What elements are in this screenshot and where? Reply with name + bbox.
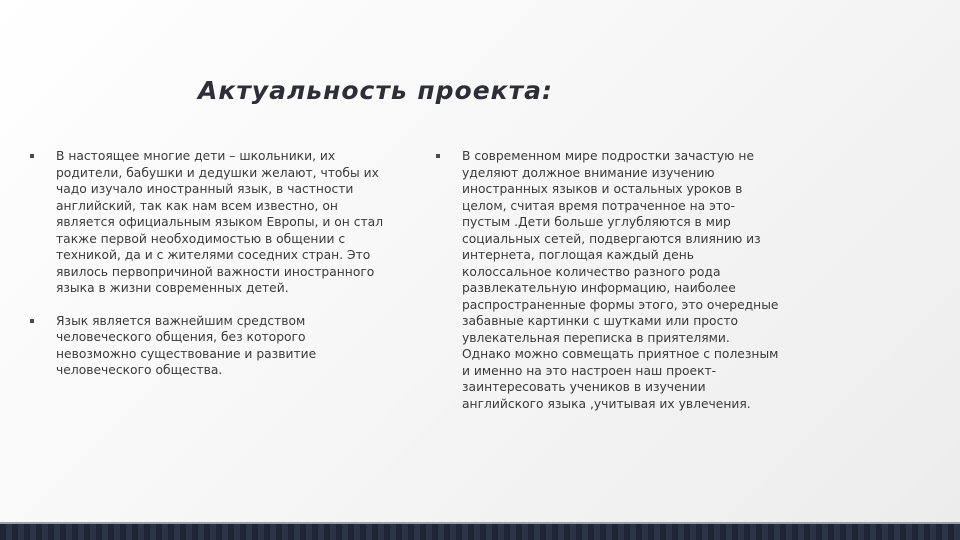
bullet-square-icon [30, 319, 34, 323]
bullet-square-icon [30, 154, 34, 158]
bullet-text: В настоящее многие дети – школьники, их родители, бабушки и дедушки желают, чтобы их чадо изучало иностранный язык, в частности английский, так как нам всем известно, он является официальным языком Европы, и он стал также первой необходимостью в общении с техникой, да и с жителями соседних стран. Это явилось первопричиной важности иностранного языка в жизни современных детей. [56, 149, 384, 295]
bullet-item [30, 148, 385, 297]
right-bullet-list [436, 148, 780, 428]
left-bullet-list [30, 148, 385, 395]
bullet-square-icon [436, 154, 440, 158]
bullet-text: В современном мире подростки зачастую не уделяют должное внимание изучению иностранных языков и остальных уроков в целом, считая время потраченное на это- пустым .Дети больше углубляются в мир социальных сетей, подвергаются влиянию из интернета, поглощая каждый день колоссальное количество разного рода развлекательную информацию, наиболее распространенные формы этого, это очередные забавные картинки с шутками или просто увлекательная переписка в приятелями. Однако можно совмещать приятное с полезным и именно на это настроен наш проект- заинтересовать учеников в изучении английского языка ,учитывая их увлечения. [462, 149, 779, 411]
bottom-bar-edge [0, 522, 960, 524]
slide-title: Актуальность проекта: [198, 76, 553, 105]
bullet-item [436, 148, 780, 412]
bullet-text: Язык является важнейшим средством человеческого общения, без которого невозможно существование и развитие человеческого общества. [56, 313, 317, 377]
bullet-item [30, 313, 385, 379]
bottom-decorative-bar [0, 522, 960, 540]
